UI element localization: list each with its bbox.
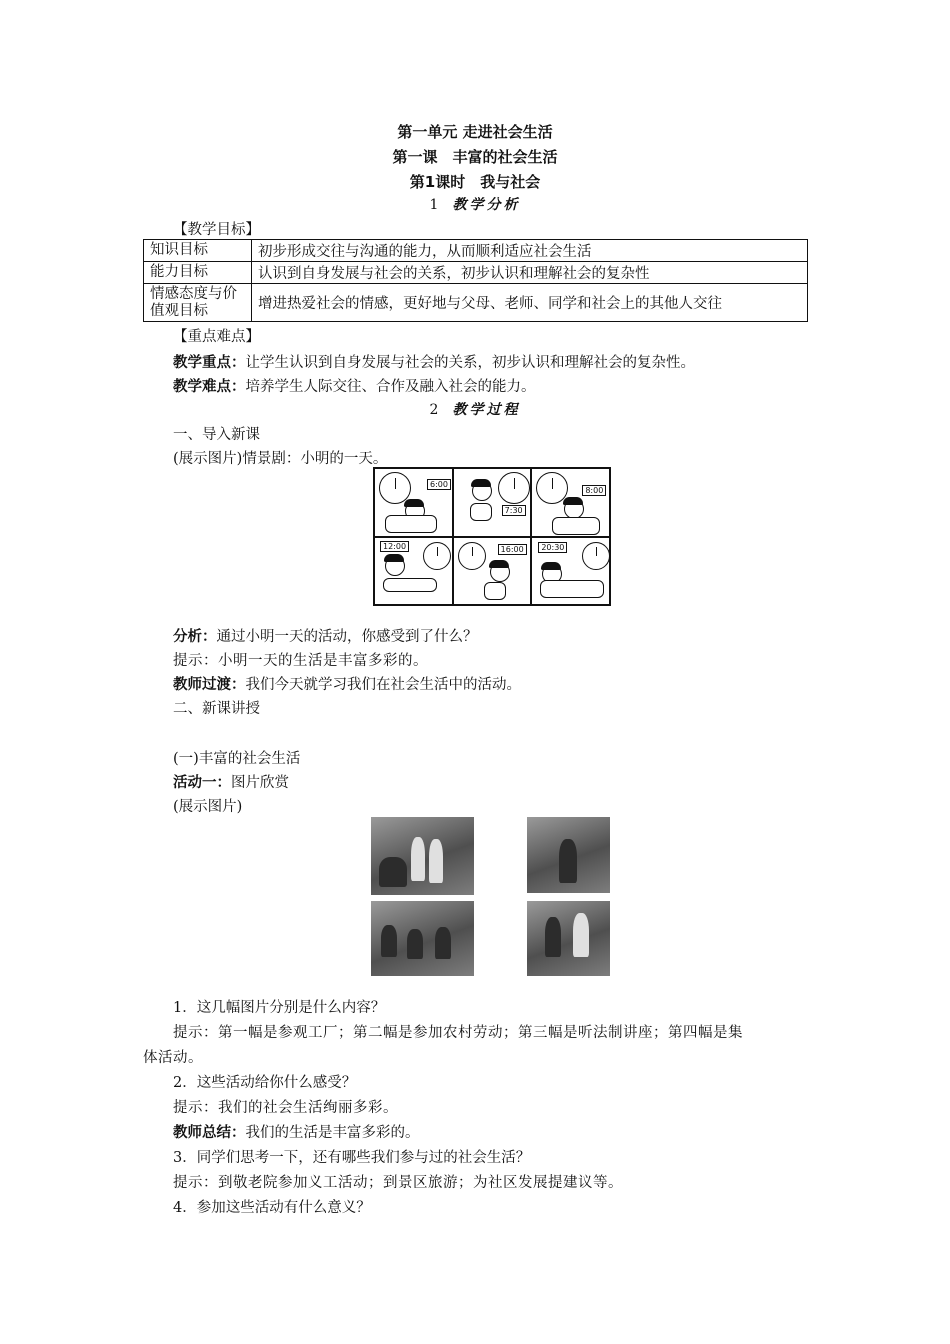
comic-panel: [453, 468, 532, 537]
comic-panel: [453, 537, 532, 606]
person-figure: [407, 929, 423, 959]
unit-title: 第一单元 走进社会生活: [397, 123, 553, 141]
objectives-heading: 【教学目标】: [173, 222, 260, 238]
objectives-table: [143, 239, 808, 322]
time-label: 12:00: [380, 541, 409, 552]
activity-show: (展示图片): [173, 799, 243, 815]
boy-figure: [564, 499, 584, 519]
section-label: 教学过程: [452, 402, 521, 418]
body-shape: [470, 503, 492, 521]
clock-icon: [458, 542, 486, 570]
person-figure: [429, 839, 443, 883]
body-shape: [484, 582, 506, 600]
activity-one: 活动一：图片欣赏: [173, 775, 289, 791]
table-row: [144, 262, 808, 284]
section-teaching-process: [0, 399, 950, 419]
person-figure: [573, 913, 589, 957]
question-1: 1．这几幅图片分别是什么内容？: [173, 1000, 386, 1016]
xiaoming-day-comic: [373, 467, 611, 606]
time-label: 20:30: [538, 542, 567, 553]
hint-1: 提示：第一幅是参观工厂；第二幅是参加农村劳动；第三幅是听法制讲座；第四幅是集: [173, 1025, 743, 1041]
photo-farm-labor: [527, 817, 610, 893]
person-figure: [411, 837, 425, 881]
table-row: [144, 240, 808, 262]
person-figure: [559, 839, 577, 883]
intro-heading: 一、导入新课: [173, 427, 260, 443]
objective-label: 情感态度与价值观目标: [144, 284, 252, 322]
time-label: 7:30: [502, 505, 526, 516]
question-3: 3．同学们思考一下，还有哪些我们参与过的社会生活？: [173, 1150, 531, 1166]
person-figure: [435, 927, 451, 959]
hint-3: 提示：到敬老院参加义工活动；到景区旅游；为社区发展提建议等。: [173, 1175, 623, 1191]
objective-text: 认识到自身发展与社会的关系，初步认识和理解社会的复杂性: [252, 262, 808, 284]
time-label: 16:00: [498, 544, 527, 555]
table-row: [144, 284, 808, 322]
section-label: 教学分析: [452, 197, 521, 213]
question-2: 2．这些活动给你什么感受？: [173, 1075, 357, 1091]
boy-figure: [385, 556, 405, 576]
objective-label: 知识目标: [144, 240, 252, 262]
person-figure: [381, 925, 397, 957]
desk-shape: [552, 517, 600, 535]
time-label: 6:00: [427, 479, 451, 490]
intro-analysis: 分析：通过小明一天的活动，你感受到了什么？: [173, 629, 478, 645]
time-label: 8:00: [582, 485, 606, 496]
comic-panel: [374, 537, 453, 606]
section-teaching-analysis: [0, 194, 950, 214]
objective-text: 初步形成交往与沟通的能力，从而顺利适应社会生活: [252, 240, 808, 262]
desk-shape: [385, 515, 437, 533]
photo-group-activity: [527, 901, 610, 976]
objective-label: 能力目标: [144, 262, 252, 284]
clock-icon: [423, 542, 451, 570]
teacher-summary: 教师总结：我们的生活是丰富多彩的。: [173, 1125, 420, 1141]
hint-1-continued: 体活动。: [143, 1050, 203, 1066]
intro-transition: 教师过渡：我们今天就学习我们在社会生活中的活动。: [173, 677, 521, 693]
period-title: 第1课时 我与社会: [409, 173, 541, 191]
question-4: 4．参加这些活动有什么意义？: [173, 1200, 371, 1216]
bed-shape: [540, 580, 604, 598]
keypoints-heading: 【重点难点】: [173, 329, 260, 345]
person-figure: [545, 917, 561, 957]
comic-panel: [374, 468, 453, 537]
objective-text: 增进热爱社会的情感，更好地与父母、老师、同学和社会上的其他人交往: [252, 284, 808, 322]
section-number: 2: [429, 402, 439, 418]
lesson-title: 第一课 丰富的社会生活: [392, 148, 558, 166]
teaching-focus: 教学重点：让学生认识到自身发展与社会的关系，初步认识和理解社会的复杂性。: [173, 355, 695, 371]
subsection-title: (一)丰富的社会生活: [173, 751, 301, 767]
hint-2: 提示：我们的社会生活绚丽多彩。: [173, 1100, 398, 1116]
comic-panel: [531, 468, 610, 537]
boy-figure: [490, 562, 510, 582]
machine-shape: [379, 857, 407, 887]
newlesson-heading: 二、新课讲授: [173, 701, 260, 717]
table-shape: [383, 578, 437, 592]
photo-law-lecture: [371, 901, 474, 976]
intro-show: (展示图片)情景剧：小明的一天。: [173, 451, 388, 467]
photo-factory-visit: [371, 817, 474, 895]
intro-hint: 提示：小明一天的生活是丰富多彩的。: [173, 653, 428, 669]
clock-icon: [498, 472, 530, 504]
teaching-difficulty: 教学难点：培养学生人际交往、合作及融入社会的能力。: [173, 379, 536, 395]
boy-figure: [472, 481, 492, 501]
section-number: 1: [429, 197, 439, 213]
clock-icon: [582, 542, 610, 570]
comic-panel: [531, 537, 610, 606]
